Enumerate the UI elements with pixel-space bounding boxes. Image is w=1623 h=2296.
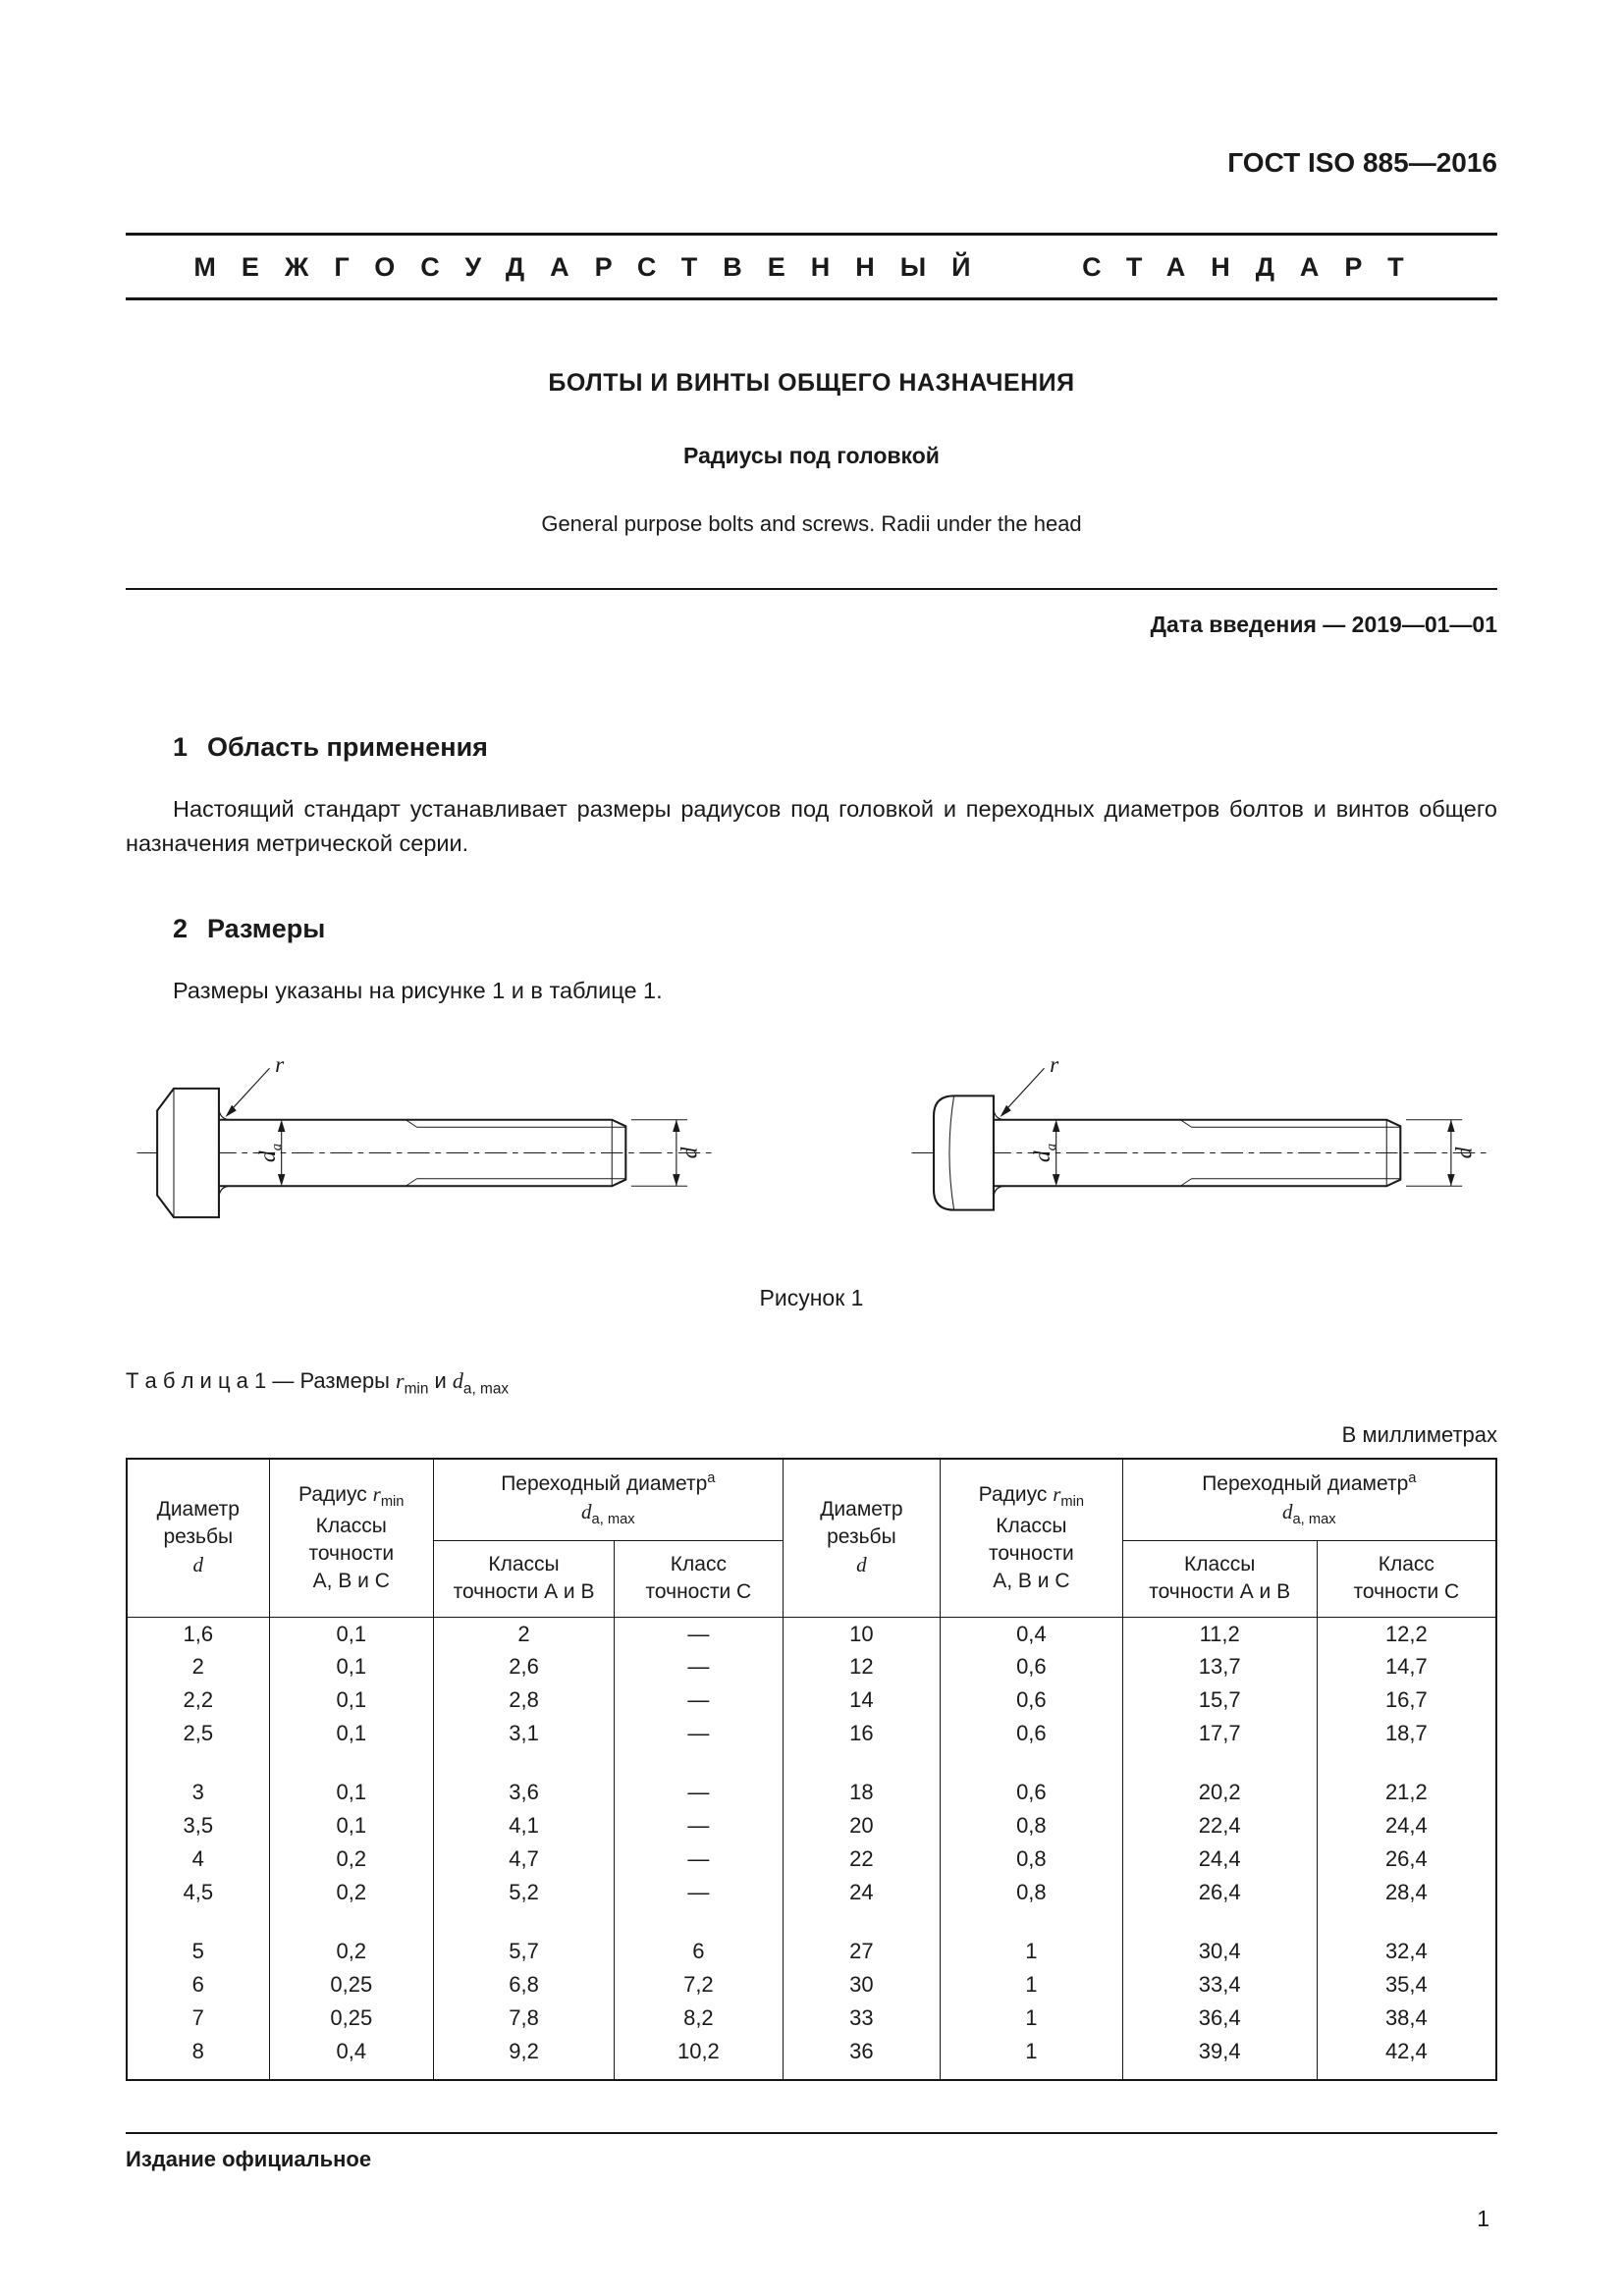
table-row bbox=[127, 1776, 1496, 1809]
table-cell: 0,8 bbox=[941, 1842, 1123, 1876]
table-cell: 36,4 bbox=[1122, 2002, 1317, 2035]
table-cell: 5,2 bbox=[433, 1876, 614, 1909]
col-header-class-ab-right bbox=[1122, 1541, 1317, 1618]
section-1-title: Область применения bbox=[207, 732, 488, 762]
doc-title: БОЛТЫ И ВИНТЫ ОБЩЕГО НАЗНАЧЕНИЯ bbox=[548, 369, 1075, 397]
table-cell: — bbox=[615, 1683, 784, 1717]
table-row bbox=[127, 1809, 1496, 1842]
table-cell: 0,2 bbox=[269, 1876, 433, 1909]
standard-banner: МЕЖГОСУДАРСТВЕННЫЙ СТАНДАРТ bbox=[126, 233, 1497, 300]
table-cell: 7,8 bbox=[433, 2002, 614, 2035]
table-header bbox=[127, 1459, 1496, 1618]
table-cell: 26,4 bbox=[1122, 1876, 1317, 1909]
table-cell: 1 bbox=[941, 2035, 1123, 2068]
table-spacer-row bbox=[127, 1750, 1496, 1776]
radius-leader bbox=[1001, 1069, 1045, 1118]
section-2-heading bbox=[173, 914, 1497, 944]
table-cell: 16 bbox=[783, 1717, 940, 1750]
label-d: d bbox=[1451, 1147, 1478, 1159]
effective-date: Дата введения — 2019—01—01 bbox=[1150, 612, 1497, 637]
header-text: резьбы bbox=[163, 1525, 234, 1549]
header-text: А, В и С bbox=[993, 1570, 1070, 1593]
table-cell: 1 bbox=[941, 1968, 1123, 2002]
table-cell: 14 bbox=[783, 1683, 940, 1717]
label-da: $d_a$ bbox=[255, 1144, 285, 1163]
table-caption-prefix: Т а б л и ц а 1 — Размеры bbox=[126, 1368, 397, 1394]
table-cell: 0,4 bbox=[941, 1617, 1123, 1650]
table-cell: 10 bbox=[783, 1617, 940, 1650]
table-cell: 36 bbox=[783, 2035, 940, 2068]
table-cell: 0,1 bbox=[269, 1683, 433, 1717]
footer-divider bbox=[126, 2132, 1497, 2134]
table-cell: 30 bbox=[783, 1968, 940, 2002]
table-cell: — bbox=[615, 1776, 784, 1809]
header-text: Класс bbox=[670, 1553, 727, 1576]
table-cell: 0,1 bbox=[269, 1809, 433, 1842]
table-cell: 11,2 bbox=[1122, 1617, 1317, 1650]
header-symbol-d: d bbox=[192, 1553, 204, 1577]
table-caption-and: и bbox=[428, 1368, 453, 1394]
table-cell: 42,4 bbox=[1317, 2035, 1496, 2068]
header-text: Переходный диаметр bbox=[501, 1471, 708, 1495]
table-cell: 0,1 bbox=[269, 1717, 433, 1750]
table-cell: 12 bbox=[783, 1650, 940, 1683]
table-caption-r-symbol: r bbox=[396, 1368, 405, 1394]
table-cell: 2,2 bbox=[127, 1683, 269, 1717]
radius-leader bbox=[226, 1069, 270, 1118]
table-cell: 18,7 bbox=[1317, 1717, 1496, 1750]
dimensions-table bbox=[126, 1458, 1497, 2082]
header-text: точности А и В bbox=[453, 1580, 595, 1604]
table-cell: — bbox=[615, 1809, 784, 1842]
table-cell: 5,7 bbox=[433, 1935, 614, 1968]
table-cell: 21,2 bbox=[1317, 1776, 1496, 1809]
table-body bbox=[127, 1617, 1496, 2080]
header-text: точности bbox=[308, 1542, 395, 1566]
hex-bolt-drawing bbox=[130, 1042, 719, 1263]
section-2-title: Размеры bbox=[207, 913, 326, 943]
header-sub-amax: a, max bbox=[591, 1512, 635, 1528]
header-text: Классы bbox=[996, 1514, 1067, 1537]
header-text: Класс bbox=[1378, 1553, 1434, 1576]
table-row bbox=[127, 1683, 1496, 1717]
table-spacer-row bbox=[127, 2068, 1496, 2080]
table-cell: 0,2 bbox=[269, 1935, 433, 1968]
table-cell: 33,4 bbox=[1122, 1968, 1317, 2002]
section-2-number: 2 bbox=[173, 913, 189, 943]
table-cell: 0,8 bbox=[941, 1876, 1123, 1909]
table-caption bbox=[126, 1368, 1497, 1398]
label-r: r bbox=[275, 1052, 285, 1079]
doc-number: ГОСТ ISO 885—2016 bbox=[1227, 147, 1497, 178]
table-cell: 22 bbox=[783, 1842, 940, 1876]
header-sub-min: min bbox=[1060, 1493, 1085, 1510]
header-symbol-d: d bbox=[1282, 1500, 1293, 1524]
table-row bbox=[127, 2002, 1496, 2035]
table-cell: 10,2 bbox=[615, 2035, 784, 2068]
table-cell: 32,4 bbox=[1317, 1935, 1496, 1968]
table-cell: 4,7 bbox=[433, 1842, 614, 1876]
header-text: Радиус bbox=[298, 1482, 373, 1506]
header-text: Классы bbox=[488, 1553, 560, 1576]
table-cell: 16,7 bbox=[1317, 1683, 1496, 1717]
header-symbol-d: d bbox=[856, 1553, 867, 1577]
header-text: Диаметр bbox=[156, 1497, 240, 1521]
col-header-radius-left bbox=[269, 1459, 433, 1618]
section-1-paragraph: Настоящий стандарт устанавливает размеры радиусов под головкой и переходных диаметров болтов и винтов общего назначения метрической серии. bbox=[126, 796, 1497, 856]
table-cell: 0,1 bbox=[269, 1650, 433, 1683]
table-row bbox=[127, 1968, 1496, 2002]
header-symbol-r: r bbox=[1053, 1481, 1061, 1506]
table-cell: — bbox=[615, 1876, 784, 1909]
table-row bbox=[127, 1617, 1496, 1650]
figure-1 bbox=[126, 1042, 1497, 1263]
col-header-transition-diameter-right bbox=[1122, 1459, 1496, 1541]
col-header-thread-diameter-left bbox=[127, 1459, 269, 1618]
edition-note: Издание официальное bbox=[126, 2147, 372, 2172]
table-row bbox=[127, 1935, 1496, 1968]
table-row bbox=[127, 2035, 1496, 2068]
page-number: 1 bbox=[1477, 2206, 1489, 2232]
table-cell: 4,5 bbox=[127, 1876, 269, 1909]
table-cell: 39,4 bbox=[1122, 2035, 1317, 2068]
table-cell: 1 bbox=[941, 2002, 1123, 2035]
table-cell: 15,7 bbox=[1122, 1683, 1317, 1717]
table-cell: 0,4 bbox=[269, 2035, 433, 2068]
table-cell: 2,6 bbox=[433, 1650, 614, 1683]
table-cell: 0,8 bbox=[941, 1809, 1123, 1842]
table-cell: 1,6 bbox=[127, 1617, 269, 1650]
table-cell: 38,4 bbox=[1317, 2002, 1496, 2035]
table-cell: 4 bbox=[127, 1842, 269, 1876]
table-cell: 0,25 bbox=[269, 1968, 433, 2002]
table-units: В миллиметрах bbox=[1341, 1421, 1497, 1447]
col-header-class-c-left bbox=[615, 1541, 784, 1618]
table-row bbox=[127, 1876, 1496, 1909]
table-cell: 35,4 bbox=[1317, 1968, 1496, 2002]
table-cell: 27 bbox=[783, 1935, 940, 1968]
table-cell: 30,4 bbox=[1122, 1935, 1317, 1968]
table-cell: 4,1 bbox=[433, 1809, 614, 1842]
table-cell: 12,2 bbox=[1317, 1617, 1496, 1650]
table-cell: — bbox=[615, 1842, 784, 1876]
table-cell: 2 bbox=[127, 1650, 269, 1683]
header-sub-min: min bbox=[380, 1493, 405, 1510]
table-row bbox=[127, 1842, 1496, 1876]
col-header-class-ab-left bbox=[433, 1541, 614, 1618]
table-cell: 22,4 bbox=[1122, 1809, 1317, 1842]
header-text: Классы bbox=[1184, 1553, 1256, 1576]
table-cell: 6,8 bbox=[433, 1968, 614, 2002]
table-cell: 7 bbox=[127, 2002, 269, 2035]
table-cell: 9,2 bbox=[433, 2035, 614, 2068]
header-text: точности С bbox=[1353, 1580, 1460, 1604]
table-cell: 24 bbox=[783, 1876, 940, 1909]
table-caption-d-sub: a, max bbox=[462, 1380, 510, 1398]
table-caption-r-sub: min bbox=[404, 1380, 429, 1398]
table-cell: 2,8 bbox=[433, 1683, 614, 1717]
col-header-transition-diameter-left bbox=[433, 1459, 783, 1541]
section-2-paragraph: Размеры указаны на рисунке 1 и в таблице 1. bbox=[173, 977, 663, 1003]
header-sub-amax: a, max bbox=[1292, 1512, 1336, 1528]
table-cell: 0,6 bbox=[941, 1776, 1123, 1809]
col-header-class-c-right bbox=[1317, 1541, 1496, 1618]
table-cell: 1 bbox=[941, 1935, 1123, 1968]
table-cell: 5 bbox=[127, 1935, 269, 1968]
table-cell: 7,2 bbox=[615, 1968, 784, 2002]
section-1-heading bbox=[173, 732, 1497, 763]
table-cell: 0,6 bbox=[941, 1683, 1123, 1717]
table-cell: 20,2 bbox=[1122, 1776, 1317, 1809]
table-spacer-row bbox=[127, 1909, 1496, 1935]
table-cell: 2,5 bbox=[127, 1717, 269, 1750]
header-text: Диаметр bbox=[820, 1497, 903, 1521]
table-cell: 24,4 bbox=[1122, 1842, 1317, 1876]
header-text: Переходный диаметр bbox=[1202, 1471, 1409, 1495]
table-caption-d-symbol: d bbox=[452, 1368, 463, 1394]
header-footnote-mark: a bbox=[1408, 1469, 1417, 1486]
table-cell: 6 bbox=[127, 1968, 269, 2002]
header-text: А, В и С bbox=[312, 1570, 390, 1593]
table-cell: 17,7 bbox=[1122, 1717, 1317, 1750]
table-cell: 8 bbox=[127, 2035, 269, 2068]
col-header-radius-right bbox=[941, 1459, 1123, 1618]
table-cell: 0,1 bbox=[269, 1776, 433, 1809]
header-symbol-r: r bbox=[372, 1481, 381, 1506]
header-symbol-d: d bbox=[581, 1500, 592, 1524]
table-cell: 3,5 bbox=[127, 1809, 269, 1842]
header-footnote-mark: a bbox=[707, 1469, 716, 1486]
doc-subtitle: Радиусы под головкой bbox=[683, 443, 940, 468]
table-cell: 2 bbox=[433, 1617, 614, 1650]
table-cell: 0,2 bbox=[269, 1842, 433, 1876]
cheese-head-screw-drawing bbox=[904, 1042, 1493, 1263]
figure-caption: Рисунок 1 bbox=[759, 1285, 864, 1311]
table-row bbox=[127, 1650, 1496, 1683]
table-cell: 18 bbox=[783, 1776, 940, 1809]
table-cell: 26,4 bbox=[1317, 1842, 1496, 1876]
table-cell: 13,7 bbox=[1122, 1650, 1317, 1683]
divider-rule bbox=[126, 588, 1497, 590]
label-da: $d_a$ bbox=[1030, 1144, 1059, 1163]
table-cell: 3 bbox=[127, 1776, 269, 1809]
header-text: Классы bbox=[315, 1514, 387, 1537]
section-1-number: 1 bbox=[173, 732, 189, 762]
header-text: точности С bbox=[645, 1580, 752, 1604]
table-cell: 20 bbox=[783, 1809, 940, 1842]
table-cell: 33 bbox=[783, 2002, 940, 2035]
table-cell: 0,1 bbox=[269, 1617, 433, 1650]
table-cell: 3,1 bbox=[433, 1717, 614, 1750]
header-text: резьбы bbox=[827, 1525, 896, 1549]
label-r: r bbox=[1050, 1052, 1059, 1079]
label-d: d bbox=[676, 1147, 703, 1159]
table-cell: 3,6 bbox=[433, 1776, 614, 1809]
header-text: точности А и В bbox=[1149, 1580, 1291, 1604]
table-cell: 0,6 bbox=[941, 1650, 1123, 1683]
table-cell: 28,4 bbox=[1317, 1876, 1496, 1909]
table-cell: — bbox=[615, 1650, 784, 1683]
table-cell: — bbox=[615, 1617, 784, 1650]
table-cell: 0,25 bbox=[269, 2002, 433, 2035]
table-cell: 14,7 bbox=[1317, 1650, 1496, 1683]
table-cell: 24,4 bbox=[1317, 1809, 1496, 1842]
table-cell: 0,6 bbox=[941, 1717, 1123, 1750]
table-cell: 8,2 bbox=[615, 2002, 784, 2035]
table-row bbox=[127, 1717, 1496, 1750]
table-cell: 6 bbox=[615, 1935, 784, 1968]
col-header-thread-diameter-right bbox=[783, 1459, 940, 1618]
header-text: точности bbox=[989, 1542, 1074, 1566]
header-text: Радиус bbox=[978, 1482, 1054, 1506]
table-cell: — bbox=[615, 1717, 784, 1750]
doc-title-english: General purpose bolts and screws. Radii under the head bbox=[541, 511, 1082, 536]
